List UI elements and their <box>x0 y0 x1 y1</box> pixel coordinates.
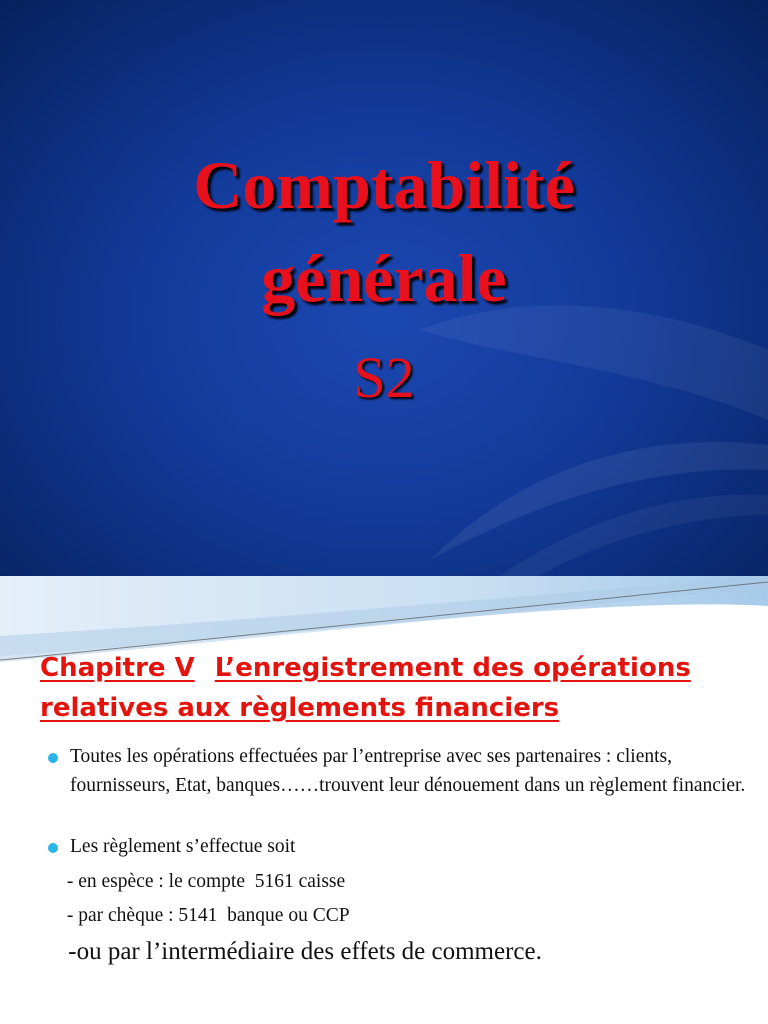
chapter-title-line-1: L’enregistrement des opérations <box>214 653 691 683</box>
sub-line-cash: - en espèce : le compte 5161 caisse <box>62 871 346 892</box>
slide-title-line-1: Comptabilité <box>193 147 575 223</box>
content-slide <box>0 576 768 1024</box>
slide-subtitle: S2 <box>353 345 415 410</box>
bullet-text: Les règlement s’effectue soit <box>70 836 296 857</box>
sub-line-effects: -ou par l’intermédiaire des effets de commerce. <box>62 938 542 965</box>
bullet-icon <box>48 843 58 853</box>
chapter-title-line-2: relatives aux règlements financiers <box>40 693 560 723</box>
chapter-number: Chapitre V <box>40 653 195 683</box>
chapter-heading <box>40 648 740 728</box>
slide-title-line-2: générale <box>261 240 507 316</box>
bullet-icon <box>48 753 58 763</box>
sub-line-cheque: - par chèque : 5141 banque ou CCP <box>62 905 350 926</box>
bullet-text: Toutes les opérations effectuées par l’entreprise avec ses partenaires : clients, fournisseurs, Etat, banques……trouvent leur dénouement dans un règlement financier. <box>70 746 746 796</box>
